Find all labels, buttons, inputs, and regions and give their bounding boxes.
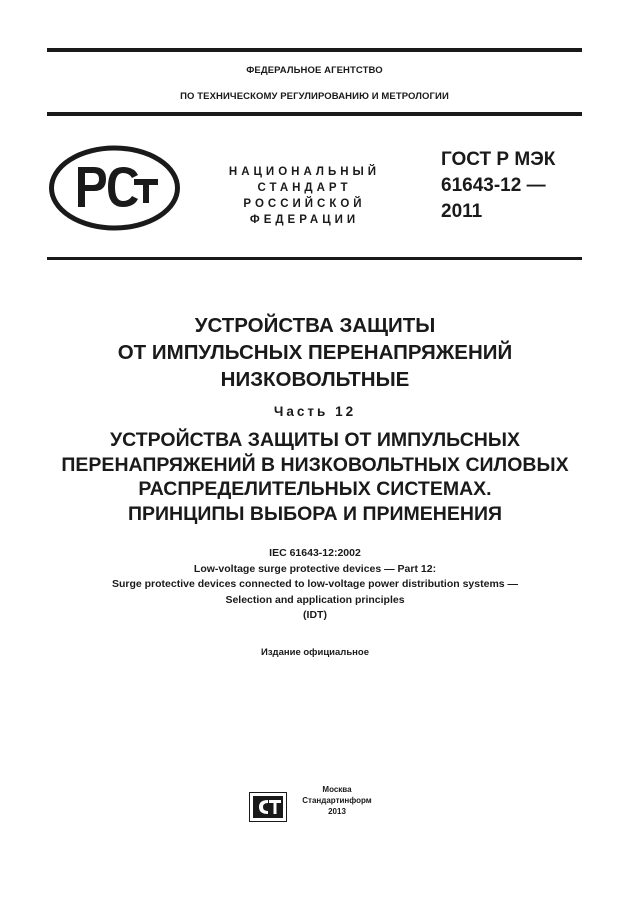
title-line-2: ОТ ИМПУЛЬСНЫХ ПЕРЕНАПРЯЖЕНИЙ: [117, 341, 513, 364]
iec-line-4: Selection and application principles: [225, 593, 405, 606]
designation-line-3: 2011: [441, 201, 483, 222]
subtitle-line-4: ПРИНЦИПЫ ВЫБОРА И ПРИМЕНЕНИЯ: [128, 502, 502, 525]
iec-line-5: (IDT): [303, 609, 327, 621]
iec-line-1: IEC 61643-12:2002: [269, 547, 361, 559]
iec-reference: [40, 546, 590, 624]
national-line-4: ФЕДЕРАЦИИ: [249, 214, 360, 226]
iec-line-2: Low-voltage surge protective devices — Part 12:: [193, 562, 437, 575]
rst-emblem-icon: [48, 145, 181, 231]
iec-line-3: Surge protective devices connected to low-voltage power distribution systems —: [111, 578, 519, 590]
national-line-2: СТАНДАРТ: [257, 182, 352, 194]
standard-designation: [441, 147, 591, 225]
designation-line-2: 61643-12 —: [441, 175, 546, 196]
official-edition-label: Издание официальное: [261, 647, 369, 658]
subtitle-line-3: РАСПРЕДЕЛИТЕЛЬНЫХ СИСТЕМАХ.: [138, 478, 492, 500]
document-subtitle: [40, 428, 590, 526]
section-rule: [47, 257, 582, 260]
title-line-1: УСТРОЙСТВА ЗАЩИТЫ: [194, 314, 436, 337]
national-line-3: РОССИЙСКОЙ: [243, 198, 366, 210]
national-line-1: НАЦИОНАЛЬНЫЙ: [228, 166, 381, 178]
agency-line-2: ПО ТЕХНИЧЕСКОМУ РЕГУЛИРОВАНИЮ И МЕТРОЛОГИИ: [180, 91, 449, 102]
subtitle-line-1: УСТРОЙСТВА ЗАЩИТЫ ОТ ИМПУЛЬСНЫХ: [110, 429, 520, 451]
agency-line-1: ФЕДЕРАЛЬНОЕ АГЕНТСТВО: [246, 65, 383, 76]
header-rule: [47, 112, 582, 116]
part-label: Часть 12: [273, 404, 357, 419]
standartinform-logo-icon: [249, 792, 287, 822]
document-title: [40, 312, 590, 393]
publisher-city: Москва: [322, 785, 352, 794]
top-rule: [47, 48, 582, 52]
subtitle-line-2: ПЕРЕНАПРЯЖЕНИЙ В НИЗКОВОЛЬТНЫХ СИЛОВЫХ: [61, 453, 569, 476]
publisher-name: Стандартинформ: [302, 796, 372, 805]
title-line-3: НИЗКОВОЛЬТНЫЕ: [220, 368, 410, 391]
national-standard-label: [212, 164, 397, 228]
publisher-year: 2013: [328, 807, 346, 816]
designation-line-1: ГОСТ Р МЭК: [441, 149, 556, 170]
publisher-imprint: [294, 784, 380, 817]
